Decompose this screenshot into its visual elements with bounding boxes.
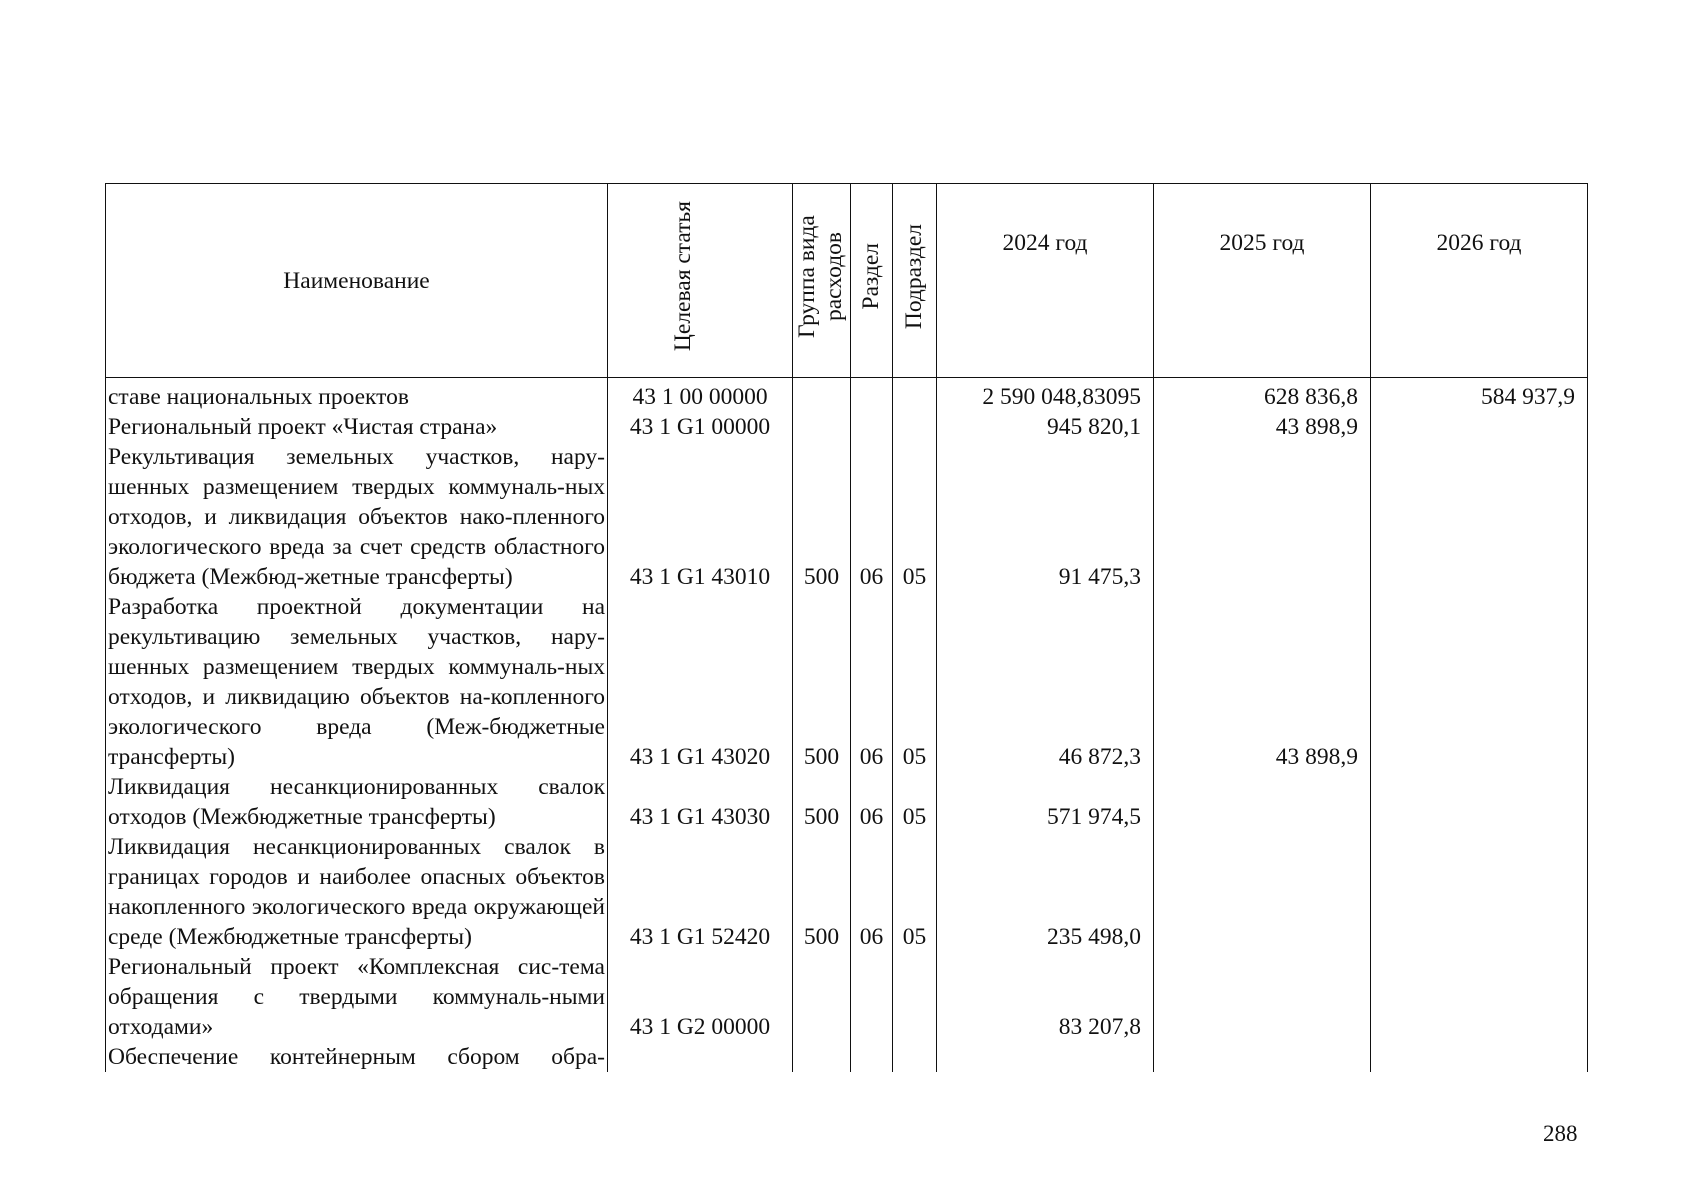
budget-table xyxy=(105,183,1588,1072)
cell-subsection: 05 xyxy=(893,442,937,592)
table-row xyxy=(106,442,1588,592)
table-row xyxy=(106,592,1588,772)
cell-y2026 xyxy=(1371,412,1588,442)
table-row xyxy=(106,952,1588,1042)
cell-section xyxy=(851,1042,893,1072)
cell-section: 06 xyxy=(851,832,893,952)
cell-group xyxy=(793,378,851,413)
cell-y2025 xyxy=(1154,1042,1371,1072)
cell-code: 43 1 G1 43030 xyxy=(608,772,793,832)
cell-name: Ликвидация несанкционированных свалок отходов (Межбюджетные трансферты) xyxy=(106,772,608,832)
cell-subsection: 05 xyxy=(893,832,937,952)
table-row xyxy=(106,378,1588,413)
cell-subsection: 05 xyxy=(893,772,937,832)
cell-section xyxy=(851,412,893,442)
cell-group: 500 xyxy=(793,442,851,592)
cell-section xyxy=(851,952,893,1042)
cell-name: ставе национальных проектов xyxy=(106,378,608,413)
header-name: Наименование xyxy=(106,184,608,378)
cell-group xyxy=(793,952,851,1042)
cell-code: 43 1 00 00000 xyxy=(608,378,793,413)
cell-code: 43 1 G1 43010 xyxy=(608,442,793,592)
cell-subsection xyxy=(893,952,937,1042)
cell-y2024 xyxy=(937,1042,1154,1072)
cell-subsection xyxy=(893,1042,937,1072)
cell-y2026 xyxy=(1371,1042,1588,1072)
header-2026: 2026 год xyxy=(1371,184,1588,378)
cell-y2024: 2 590 048,83095 xyxy=(937,378,1154,413)
cell-name: Рекультивация земельных участков, нару-шенных размещением твердых коммуналь-ных отходов, и ликвидация объектов нако-пленного экологического вреда за счет средств областного бюджета (Межбюд-жетные трансферты) xyxy=(106,442,608,592)
cell-y2025: 628 836,8 xyxy=(1154,378,1371,413)
cell-y2025 xyxy=(1154,442,1371,592)
cell-y2024: 945 820,1 xyxy=(937,412,1154,442)
cell-group: 500 xyxy=(793,592,851,772)
table-body xyxy=(106,378,1588,1073)
cell-section: 06 xyxy=(851,592,893,772)
cell-y2024: 46 872,3 xyxy=(937,592,1154,772)
cell-group: 500 xyxy=(793,772,851,832)
cell-name: Разработка проектной документации на рекультивацию земельных участков, нару-шенных размещением твердых коммуналь-ных отходов, и ликвидацию объектов на-копленного экологического вреда (Меж-бюджетные трансферты) xyxy=(106,592,608,772)
cell-y2025 xyxy=(1154,832,1371,952)
cell-group xyxy=(793,1042,851,1072)
header-2024: 2024 год xyxy=(937,184,1154,378)
table-row xyxy=(106,832,1588,952)
cell-name: Региональный проект «Комплексная сис-тема обращения с твердыми коммуналь-ными отходами» xyxy=(106,952,608,1042)
cell-name: Обеспечение контейнерным сбором обра- xyxy=(106,1042,608,1072)
cell-subsection xyxy=(893,378,937,413)
cell-y2026 xyxy=(1371,952,1588,1042)
cell-subsection xyxy=(893,412,937,442)
header-row xyxy=(106,184,1588,378)
table-row xyxy=(106,1042,1588,1072)
cell-y2025 xyxy=(1154,952,1371,1042)
cell-code: 43 1 G1 00000 xyxy=(608,412,793,442)
header-code: Целевая статья xyxy=(608,184,793,378)
cell-y2024: 235 498,0 xyxy=(937,832,1154,952)
cell-section: 06 xyxy=(851,772,893,832)
table-header xyxy=(106,184,1588,378)
page-number: 288 xyxy=(1543,1121,1578,1146)
cell-y2025: 43 898,9 xyxy=(1154,592,1371,772)
cell-section xyxy=(851,378,893,413)
cell-group xyxy=(793,412,851,442)
header-group: Группа вида расходов xyxy=(793,184,851,378)
table-row xyxy=(106,772,1588,832)
header-2025: 2025 год xyxy=(1154,184,1371,378)
cell-name: Региональный проект «Чистая страна» xyxy=(106,412,608,442)
cell-y2025 xyxy=(1154,772,1371,832)
cell-group: 500 xyxy=(793,832,851,952)
cell-y2024: 83 207,8 xyxy=(937,952,1154,1042)
table-row xyxy=(106,412,1588,442)
cell-name: Ликвидация несанкционированных свалок в границах городов и наиболее опасных объектов накопленного экологического вреда окружающей среде (Межбюджетные трансферты) xyxy=(106,832,608,952)
cell-code: 43 1 G1 43020 xyxy=(608,592,793,772)
cell-y2025: 43 898,9 xyxy=(1154,412,1371,442)
cell-y2026 xyxy=(1371,772,1588,832)
cell-y2024: 571 974,5 xyxy=(937,772,1154,832)
cell-y2026 xyxy=(1371,442,1588,592)
cell-y2024: 91 475,3 xyxy=(937,442,1154,592)
cell-section: 06 xyxy=(851,442,893,592)
header-subsection: Подраздел xyxy=(893,184,937,378)
cell-y2026 xyxy=(1371,832,1588,952)
cell-y2026 xyxy=(1371,592,1588,772)
cell-subsection: 05 xyxy=(893,592,937,772)
cell-y2026: 584 937,9 xyxy=(1371,378,1588,413)
header-section: Раздел xyxy=(851,184,893,378)
cell-code xyxy=(608,1042,793,1072)
cell-code: 43 1 G1 52420 xyxy=(608,832,793,952)
cell-code: 43 1 G2 00000 xyxy=(608,952,793,1042)
